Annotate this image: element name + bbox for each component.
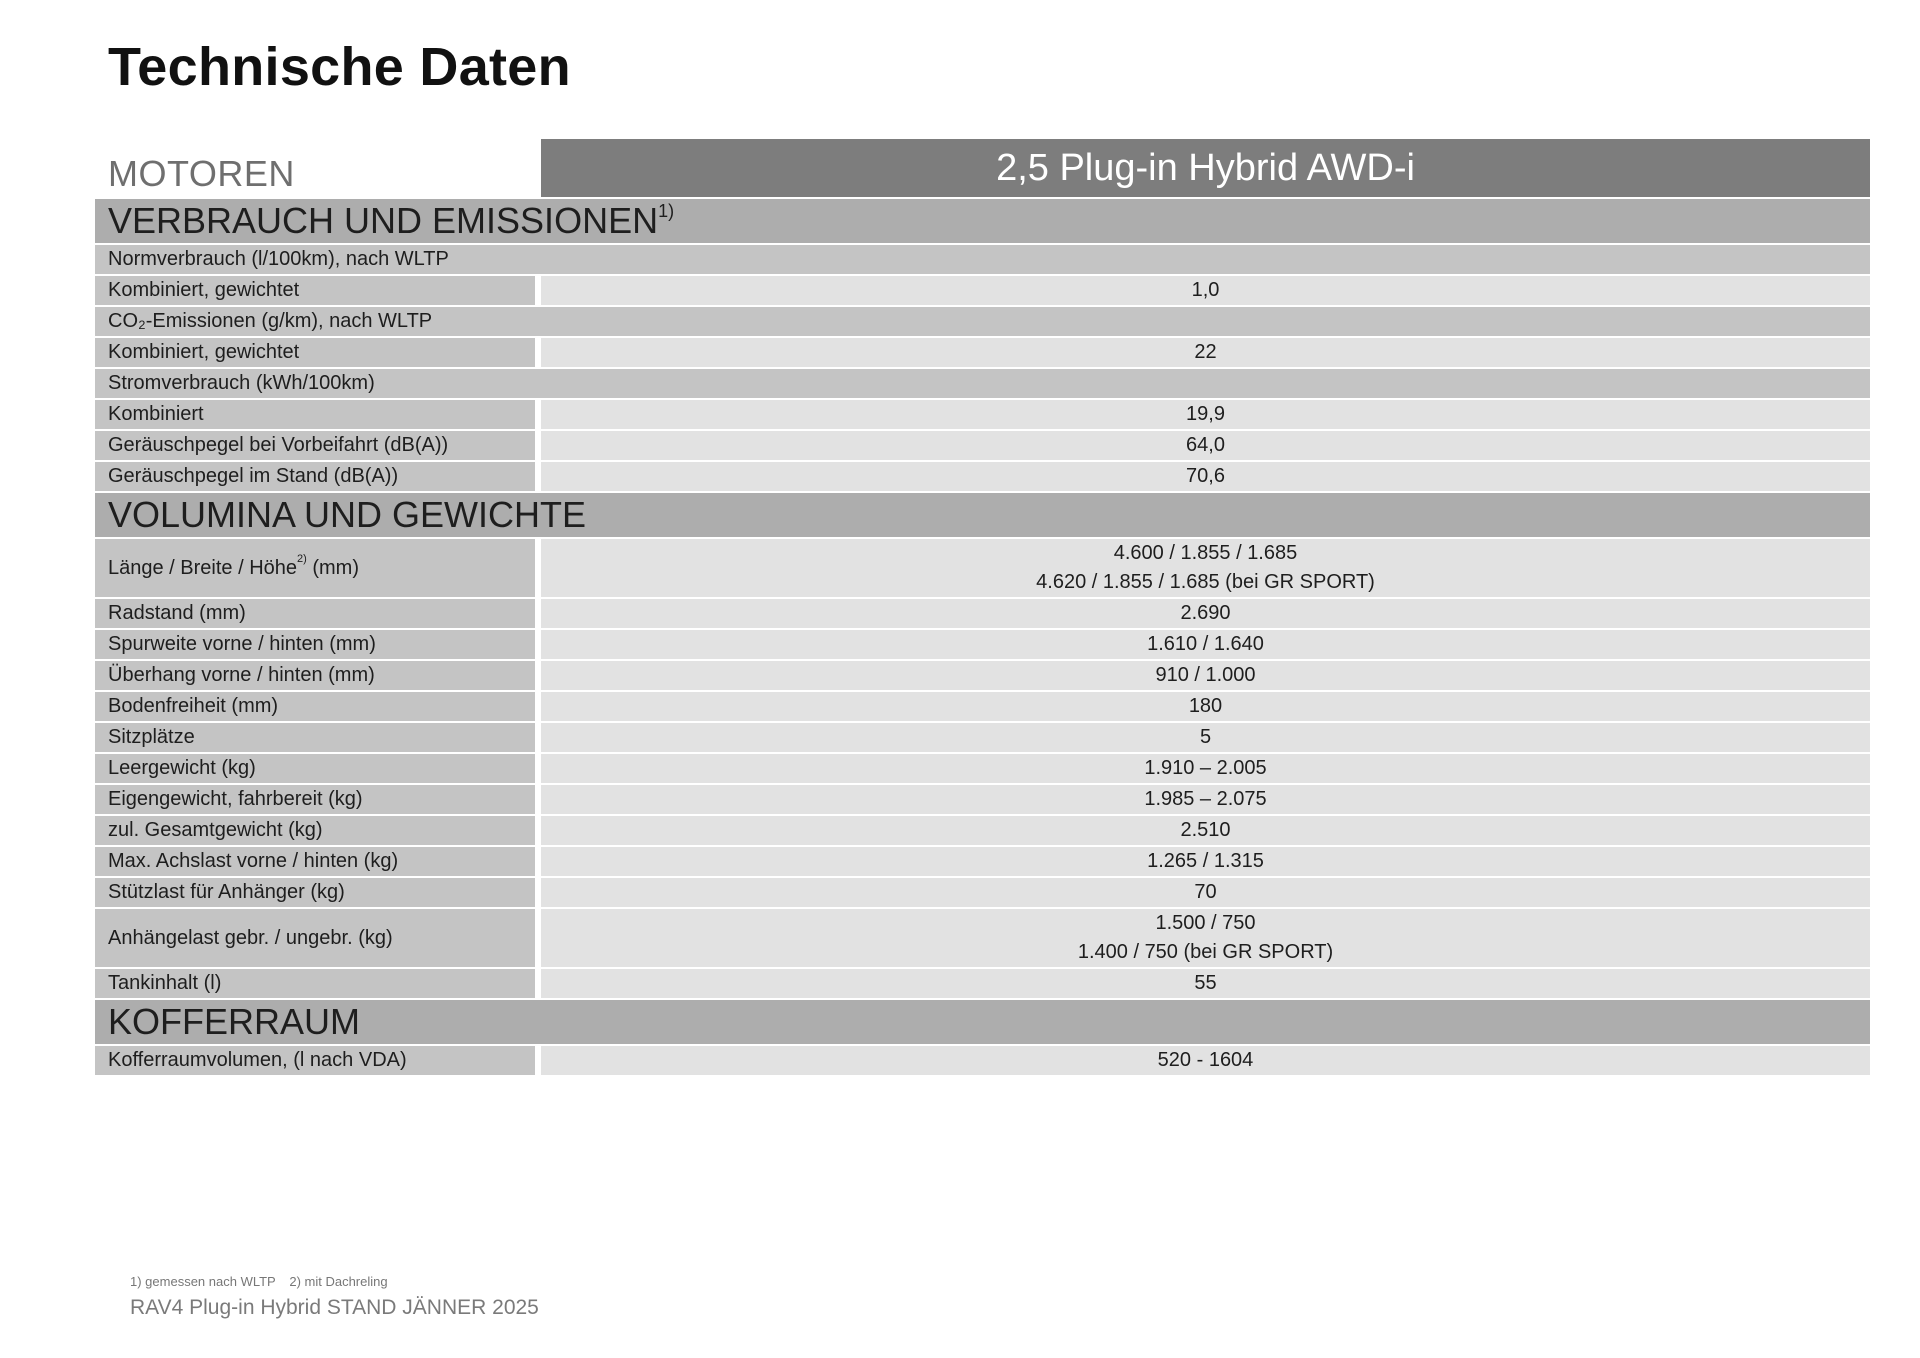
row-value-cell (541, 692, 1870, 721)
table-row (95, 539, 1870, 597)
row-value: 64,0 (1186, 434, 1225, 456)
row-value-cell (541, 969, 1870, 998)
motor-name: 2,5 Plug-in Hybrid AWD-i (541, 139, 1870, 197)
table-row (95, 431, 1870, 460)
row-label-text: Kombiniert, gewichtet (108, 341, 300, 363)
row-value: 1.910 – 2.005 (1144, 757, 1267, 779)
section-title: KOFFERRAUM (108, 1001, 360, 1042)
row-label (108, 1049, 407, 1072)
row-label-cell (95, 969, 535, 998)
section-title: VERBRAUCH UND EMISSIONEN (108, 200, 659, 241)
row-label-cell (95, 909, 535, 967)
section-footnote-marker: 1) (658, 200, 675, 221)
row-value: 4.600 / 1.855 / 1.685 (1113, 542, 1298, 564)
row-label-cell (95, 1046, 535, 1075)
subheading-row (95, 369, 1870, 398)
row-value-cell (541, 661, 1870, 690)
row-label (108, 633, 376, 656)
row-label-text: Kombiniert (108, 403, 204, 425)
row-value-cell (541, 785, 1870, 814)
row-label (108, 757, 256, 780)
row-label-text: Spurweite vorne / hinten (mm) (108, 633, 376, 655)
row-label-cell (95, 785, 535, 814)
row-value-cell (541, 539, 1870, 597)
row-value-cell (541, 431, 1870, 460)
row-value-cell (541, 1046, 1870, 1075)
row-label-text: Geräuschpegel bei Vorbeifahrt (dB(A)) (108, 434, 449, 456)
row-label-cell (95, 878, 535, 907)
row-value: 520 - 1604 (1157, 1049, 1254, 1071)
row-label-suffix: (mm) (306, 556, 359, 579)
row-label-text: Stützlast für Anhänger (kg) (108, 881, 345, 903)
row-label-text: Eigengewicht, fahrbereit (kg) (108, 788, 363, 810)
row-footnote-marker: 2) (297, 552, 307, 565)
row-value: 2.510 (1180, 819, 1231, 841)
row-value: 4.620 / 1.855 / 1.685 (bei GR SPORT) (1036, 571, 1375, 593)
subheading-row (95, 245, 1870, 274)
row-value: 19,9 (1186, 403, 1225, 425)
row-label (108, 972, 221, 995)
footer-text: RAV4 Plug-in Hybrid STAND JÄNNER 2025 (130, 1296, 539, 1319)
row-label-cell (95, 847, 535, 876)
row-label-text: Max. Achslast vorne / hinten (kg) (108, 850, 399, 872)
spec-table (95, 139, 1870, 1075)
table-row (95, 847, 1870, 876)
row-label-cell (95, 630, 535, 659)
row-label-cell (95, 816, 535, 845)
row-value-cell (541, 400, 1870, 429)
row-value-cell (541, 338, 1870, 367)
table-row (95, 878, 1870, 907)
row-label-text: Überhang vorne / hinten (mm) (108, 664, 375, 686)
footnote-2: 2) mit Dachreling (289, 1274, 388, 1289)
row-label (108, 927, 393, 950)
table-row (95, 338, 1870, 367)
table-row (95, 599, 1870, 628)
row-label-cell (95, 400, 535, 429)
row-value: 55 (1194, 972, 1217, 994)
row-label (108, 695, 278, 718)
table-row (95, 400, 1870, 429)
row-value-cell (541, 754, 1870, 783)
row-label-cell (95, 723, 535, 752)
row-value-cell (541, 599, 1870, 628)
row-label-cell (95, 462, 535, 491)
row-label (108, 465, 398, 488)
table-row (95, 754, 1870, 783)
row-label-cell (95, 692, 535, 721)
table-row (95, 661, 1870, 690)
footnote-1: 1) gemessen nach WLTP (130, 1274, 276, 1289)
row-label (108, 819, 323, 842)
row-label-cell (95, 431, 535, 460)
row-value-cell (541, 847, 1870, 876)
row-label (108, 403, 204, 426)
row-label-cell (95, 599, 535, 628)
row-label (108, 602, 246, 625)
row-value: 5 (1199, 726, 1212, 748)
section-header (95, 493, 1870, 537)
row-label-text: Kofferraumvolumen, (l nach VDA) (108, 1049, 407, 1071)
row-label (108, 881, 345, 904)
row-value: 1.400 / 750 (bei GR SPORT) (1077, 941, 1334, 963)
row-value: 1,0 (1191, 279, 1220, 301)
row-label (108, 434, 448, 457)
table-row (95, 816, 1870, 845)
table-row (95, 1046, 1870, 1075)
row-label-text: zul. Gesamtgewicht (kg) (108, 819, 323, 841)
table-row (95, 630, 1870, 659)
section-title: VOLUMINA UND GEWICHTE (108, 494, 587, 535)
table-row (95, 909, 1870, 967)
row-value: 1.610 / 1.640 (1147, 633, 1264, 655)
row-label-text: Geräuschpegel im Stand (dB(A)) (108, 465, 399, 487)
row-label-text: Länge / Breite / Höhe (108, 556, 298, 579)
row-label-text: Sitzplätze (108, 726, 195, 748)
row-label (108, 341, 299, 364)
row-value-cell (541, 630, 1870, 659)
row-value-cell (541, 909, 1870, 967)
row-label (108, 552, 359, 580)
row-value: 22 (1194, 341, 1217, 363)
row-label-cell (95, 661, 535, 690)
row-value-cell (541, 816, 1870, 845)
row-value: 180 (1188, 695, 1223, 717)
row-label-text: Leergewicht (kg) (108, 757, 256, 779)
row-label (108, 664, 375, 687)
row-value-cell (541, 462, 1870, 491)
row-value-cell (541, 878, 1870, 907)
row-label-text: Radstand (mm) (108, 602, 246, 624)
motor-label: MOTOREN (108, 153, 295, 194)
table-row (95, 785, 1870, 814)
table-row (95, 692, 1870, 721)
row-value-cell (541, 723, 1870, 752)
row-label-cell (95, 338, 535, 367)
row-label (108, 788, 363, 811)
subheading-label: CO₂-Emissionen (g/km), nach WLTP (108, 310, 433, 332)
subheading-label: Stromverbrauch (kWh/100km) (108, 372, 375, 394)
row-label (108, 726, 195, 749)
footnotes (130, 1274, 398, 1289)
table-row (95, 969, 1870, 998)
row-label-text: Kombiniert, gewichtet (108, 279, 300, 301)
row-label (108, 850, 398, 873)
row-value: 910 / 1.000 (1155, 664, 1256, 686)
row-label-text: Anhängelast gebr. / ungebr. (kg) (108, 926, 393, 949)
subheading-row (95, 307, 1870, 336)
motor-header-row (95, 139, 1870, 197)
row-label (108, 279, 299, 302)
row-value-cell (541, 276, 1870, 305)
row-label-cell (95, 539, 535, 597)
row-value: 70,6 (1186, 465, 1225, 487)
section-header (95, 199, 1870, 243)
row-value: 1.985 – 2.075 (1144, 788, 1267, 810)
row-label-text: Bodenfreiheit (mm) (108, 695, 279, 717)
table-row (95, 723, 1870, 752)
row-label-text: Tankinhalt (l) (108, 972, 222, 994)
row-label-cell (95, 276, 535, 305)
row-value: 2.690 (1180, 602, 1231, 624)
table-row (95, 462, 1870, 491)
row-label-cell (95, 754, 535, 783)
row-value: 1.500 / 750 (1155, 912, 1256, 934)
page-title: Technische Daten (108, 37, 571, 97)
section-header (95, 1000, 1870, 1044)
row-value: 1.265 / 1.315 (1147, 850, 1264, 872)
row-value: 70 (1194, 881, 1217, 903)
table-row (95, 276, 1870, 305)
table-sections (95, 199, 1870, 1075)
subheading-label: Normverbrauch (l/100km), nach WLTP (108, 248, 449, 270)
